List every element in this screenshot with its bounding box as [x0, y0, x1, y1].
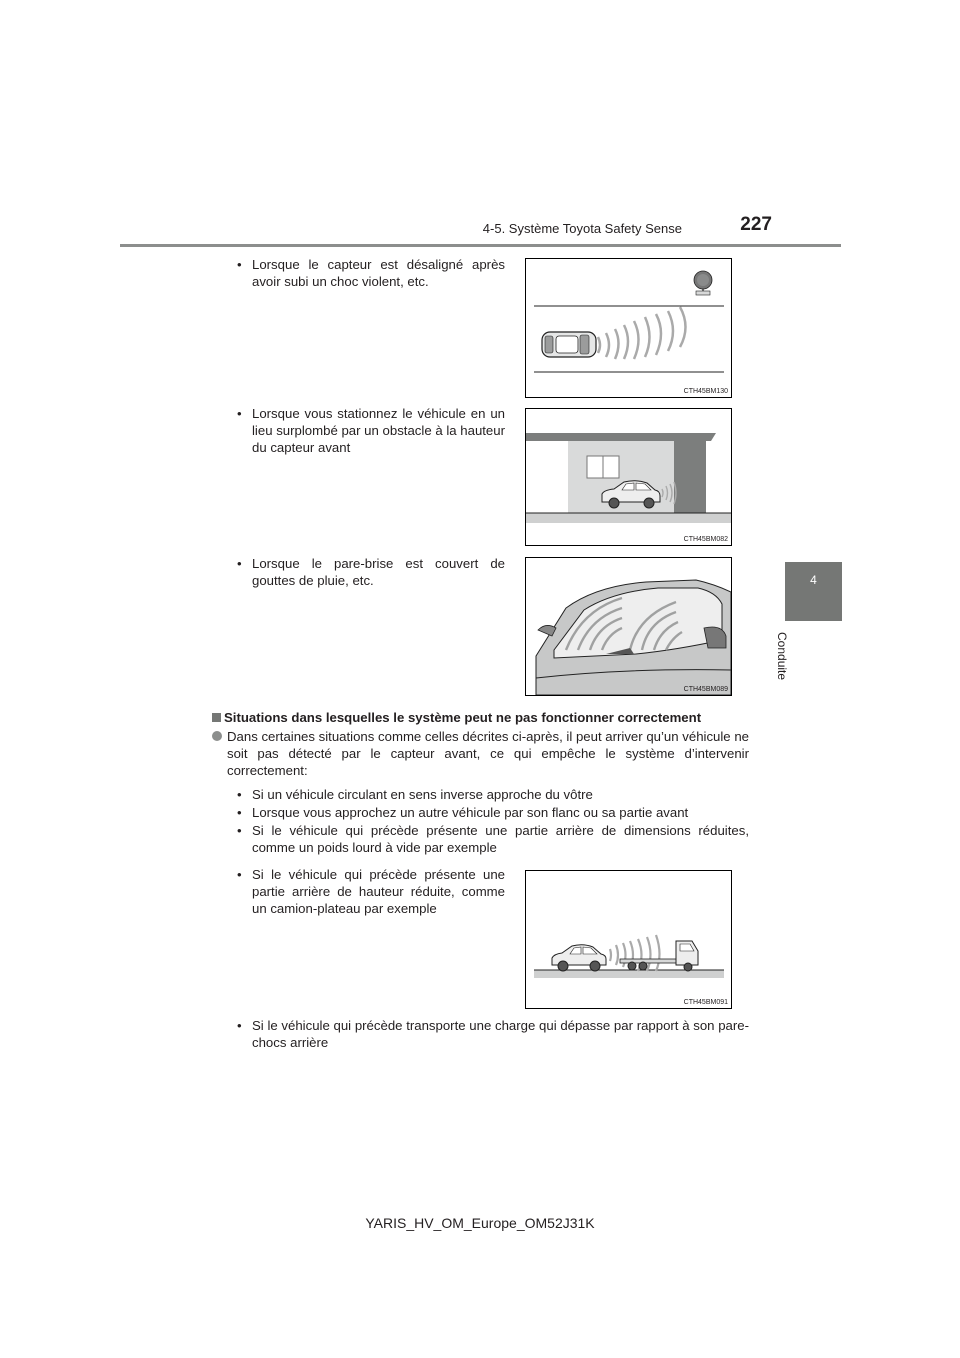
list-item-text: Si le véhicule qui précède présente une partie arrière de dimensions réduites, comme un poids lourd à vide par exemple [252, 823, 749, 855]
list-item-text: Lorsque vous approchez un autre véhicule par son flanc ou sa partie avant [252, 805, 689, 820]
figure-code: CTH45BM091 [683, 999, 728, 1006]
square-bullet-icon [212, 713, 221, 722]
figure-rain-windshield [525, 557, 732, 696]
bullet-icon: • [237, 787, 242, 802]
section-heading-text: Situations dans lesquelles le système peut ne pas fonctionner correctement [224, 710, 702, 725]
flatbed-truck-illustration [526, 871, 731, 1008]
chapter-tab[interactable] [785, 562, 842, 621]
chapter-label-text: Conduite [775, 632, 789, 681]
list-item-text: Lorsque vous stationnez le véhicule en un lieu surplombé par un obstacle à la hauteur du capteur avant [252, 406, 505, 455]
footer-document-code: YARIS_HV_OM_Europe_OM52J31K [365, 1215, 595, 1231]
page-number: 227 [740, 214, 772, 235]
section-heading [212, 709, 701, 726]
bullet-icon: • [237, 257, 242, 272]
list-item-text: Si un véhicule circulant en sens inverse approche du vôtre [252, 787, 593, 802]
figure-code: CTH45BM082 [683, 536, 728, 543]
header-rule [120, 244, 841, 247]
figure-flatbed-truck [525, 870, 732, 1009]
bullet-icon: • [237, 556, 242, 571]
list-item-text: Lorsque le pare-brise est couvert de gouttes de pluie, etc. [252, 556, 505, 588]
list-item-text: Si le véhicule qui précède présente une partie arrière de hauteur réduite, comme un camion-plateau par exemple [252, 867, 505, 916]
circle-bullet-icon [212, 731, 222, 741]
header-section-title: 4-5. Système Toyota Safety Sense [482, 221, 682, 236]
bullet-icon: • [237, 805, 242, 820]
misaligned-sensor-illustration [526, 259, 731, 397]
bullet-icon: • [237, 1018, 242, 1033]
bullet-icon: • [237, 867, 242, 882]
chapter-label [775, 632, 806, 692]
list-item-text: Lorsque le capteur est désaligné après avoir subi un choc violent, etc. [252, 257, 505, 289]
figure-overhang-obstacle [525, 408, 732, 546]
intro-text: Dans certaines situations comme celles décrites ci-après, il peut arriver qu’un véhicule ne soit pas détecté par le capteur avant, ce qui empêche le système d’intervenir correctement: [227, 729, 749, 778]
rain-windshield-illustration [526, 558, 731, 695]
figure-misaligned-sensor [525, 258, 732, 398]
chapter-number: 4 [810, 573, 817, 587]
bullet-icon: • [237, 823, 242, 838]
figure-code: CTH45BM089 [683, 686, 728, 693]
list-item-text: Si le véhicule qui précède transporte une charge qui dépasse par rapport à son pare-chocs arrière [252, 1018, 749, 1050]
overhang-obstacle-illustration [526, 409, 731, 545]
bullet-icon: • [237, 406, 242, 421]
figure-code: CTH45BM130 [683, 388, 728, 395]
